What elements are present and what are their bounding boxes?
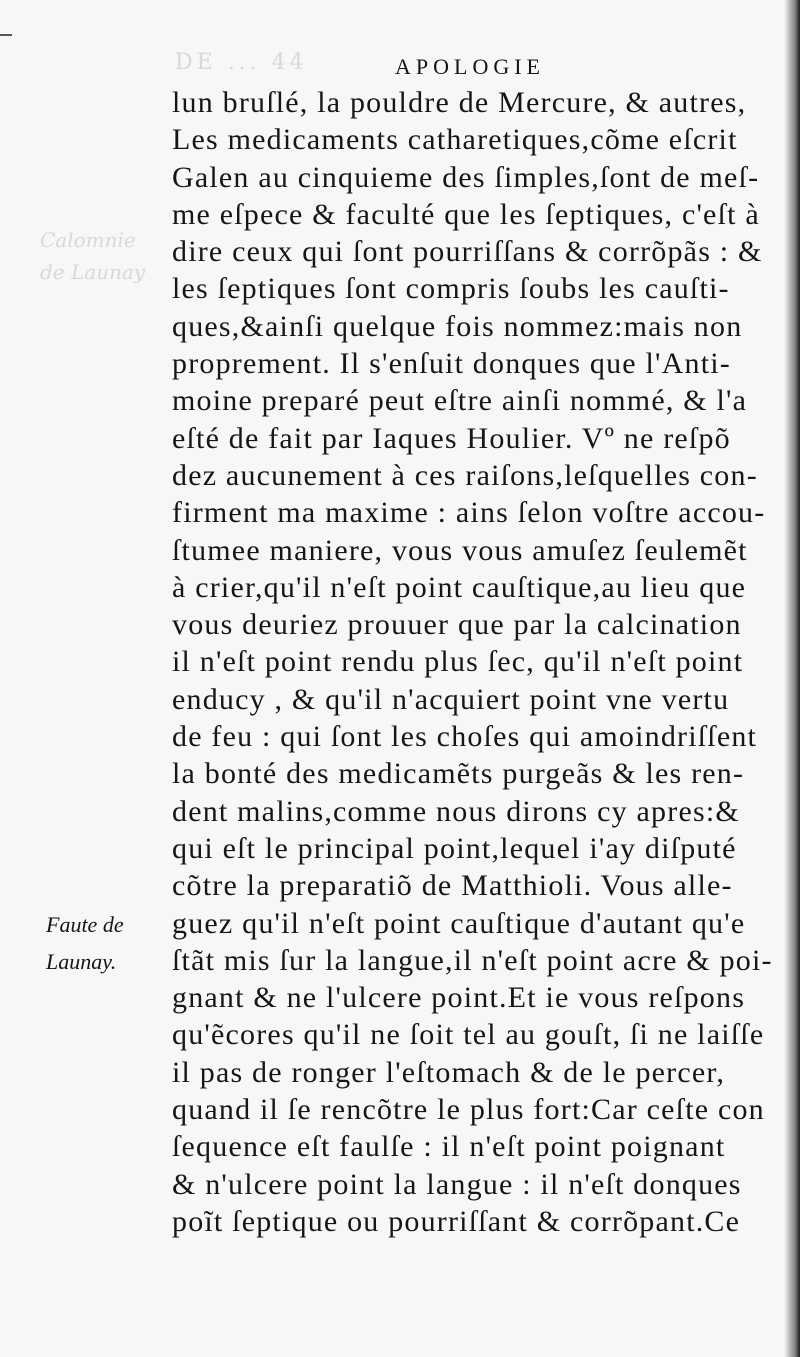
book-binding-edge bbox=[784, 0, 800, 1357]
text-line: dire ceux qui ſont pourriſſans & corrõpãs : & bbox=[172, 235, 763, 269]
page-edge-mark bbox=[0, 34, 12, 36]
text-line: dent malins,comme nous dirons cy apres:& bbox=[172, 794, 740, 828]
text-line: dez aucunement à ces raiſons,leſquelles con- bbox=[172, 458, 758, 492]
text-line: enducy , & qu'il n'acquiert point vne vertu bbox=[172, 682, 730, 716]
text-line: lun bruſlé, la pouldre de Mercure, & autres, bbox=[172, 86, 747, 119]
text-line: firment ma maxime : ains ſelon voſtre accou- bbox=[172, 496, 766, 530]
text-line: gnant & ne l'ulcere point.Et ie vous reſpons bbox=[172, 981, 746, 1015]
show-through-margin-1: Calomnie bbox=[40, 228, 136, 252]
show-through-heading: DE ... 44 bbox=[175, 50, 308, 75]
text-line: & n'ulcere point la langue : il n'eſt donques bbox=[172, 1167, 742, 1201]
text-line: de feu : qui ſont les choſes qui amoindriſſent bbox=[172, 720, 758, 754]
text-line: la bonté des medicamẽts purgeãs & les ren- bbox=[172, 757, 745, 791]
running-head: APOLOGIE bbox=[395, 54, 545, 79]
text-line: ſequence eſt faulſe : il n'eſt point poignant bbox=[172, 1130, 726, 1164]
text-line: les ſeptiques ſont compris ſoubs les cauſti- bbox=[172, 272, 730, 306]
text-line: proprement. Il s'enſuit donques que l'Anti- bbox=[172, 347, 731, 381]
margin-note-line-1: Faute de bbox=[46, 912, 124, 937]
text-line: poĩt ſeptique ou pourriſſant & corrõpant.Ce bbox=[172, 1204, 741, 1238]
margin-note bbox=[46, 906, 166, 980]
body-text bbox=[172, 84, 792, 1240]
text-line: Les medicaments catharetiques,cõme eſcrit bbox=[172, 123, 738, 157]
text-line: ſtãt mis ſur la langue,il n'eſt point acre & poi- bbox=[172, 943, 773, 977]
text-line: qui eſt le principal point,lequel i'ay diſputé bbox=[172, 831, 737, 865]
text-line: qu'ẽcores qu'il ne ſoit tel au gouſt, ſi ne laiſſe bbox=[172, 1018, 765, 1052]
text-line: ſtumee maniere, vous vous amuſez ſeulemẽt bbox=[172, 533, 748, 567]
text-line: Galen au cinquieme des ſimples,ſont de meſ- bbox=[172, 160, 760, 194]
text-line: ques,&ainſi quelque fois nommez:mais non bbox=[172, 309, 743, 343]
text-line: cõtre la preparatiõ de Matthioli. Vous alle- bbox=[172, 869, 733, 903]
text-line: vous deuriez prouuer que par la calcination bbox=[172, 608, 742, 642]
text-line: me eſpece & faculté que les ſeptiques, c'eſt à bbox=[172, 197, 760, 231]
text-line: à crier,qu'il n'eſt point cauſtique,au lieu que bbox=[172, 570, 747, 604]
text-line: quand il ſe rencõtre le plus fort:Car ceſte con bbox=[172, 1093, 765, 1127]
text-line: guez qu'il n'eſt point cauſtique d'autant qu'e bbox=[172, 906, 746, 940]
text-line: eſté de fait par Iaques Houlier. Vº ne reſpõ bbox=[172, 421, 731, 455]
show-through-margin-2: de Launay bbox=[40, 260, 146, 284]
text-line: moine preparé peut eſtre ainſi nommé, & l'a bbox=[172, 384, 748, 418]
text-line: il n'eſt point rendu plus ſec, qu'il n'eſt point bbox=[172, 645, 744, 679]
text-line: il pas de ronger l'eſtomach & de le percer, bbox=[172, 1055, 726, 1089]
margin-note-line-2: Launay. bbox=[46, 949, 117, 974]
